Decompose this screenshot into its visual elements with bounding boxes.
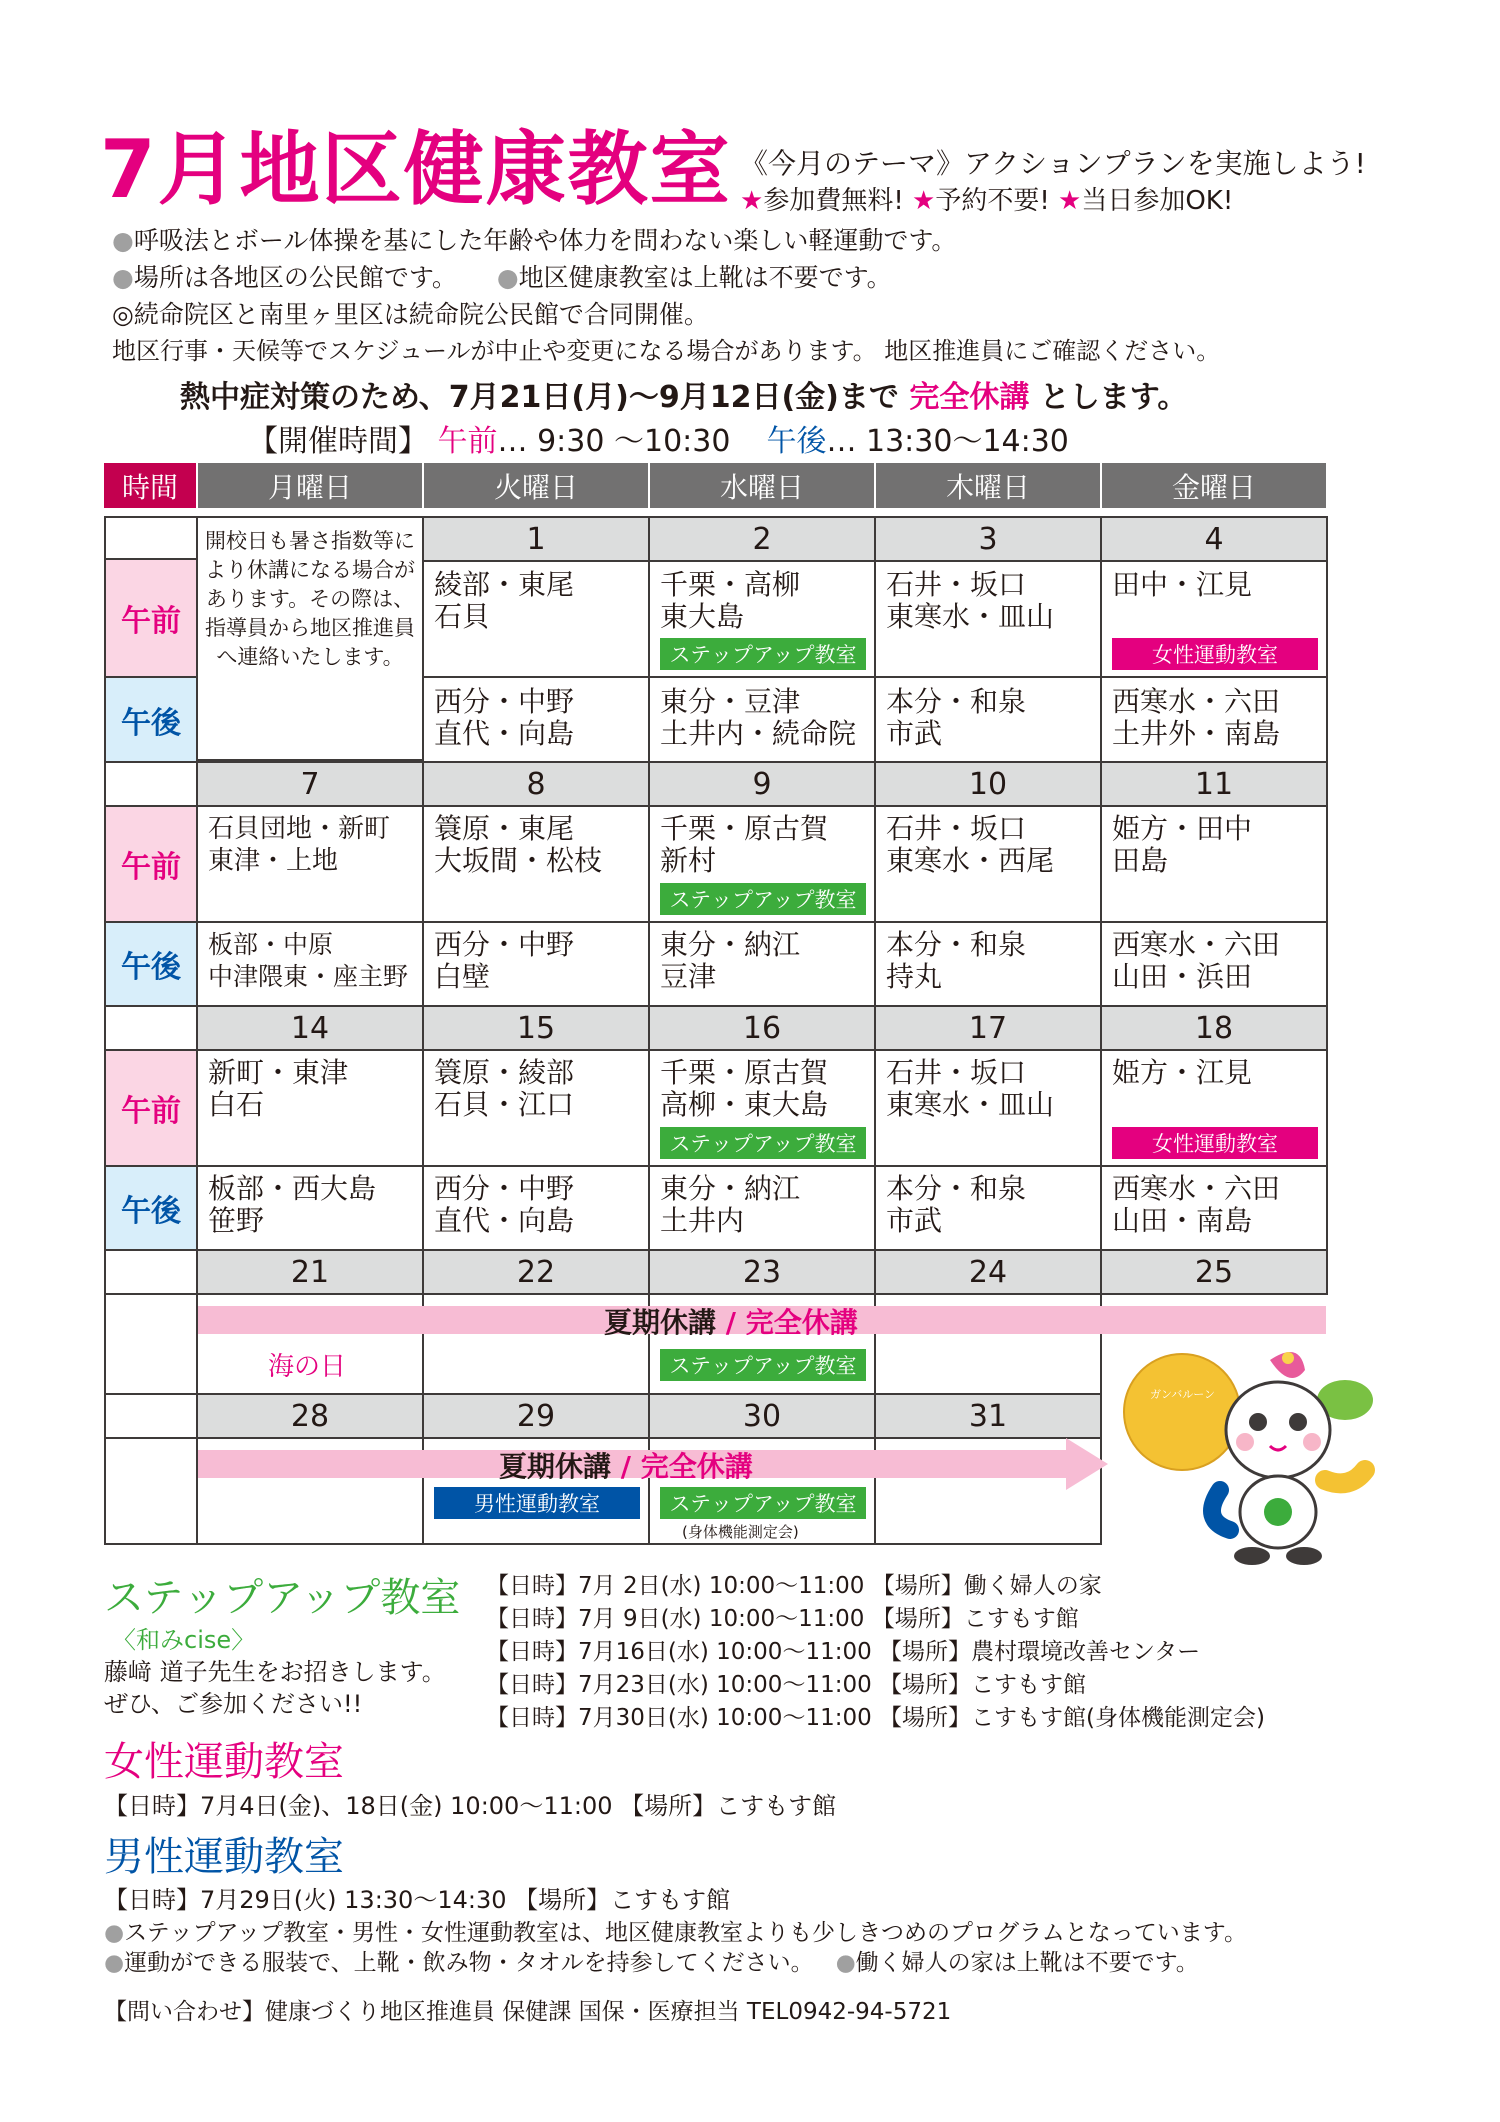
am-label: 午前 [104,805,198,923]
day-number: 9 [648,761,876,807]
tag-women-class: 女性運動教室 [1112,1127,1318,1159]
tag-stepup-class: ステップアップ教室 [660,1349,866,1381]
heat-notice-suffix: とします。 [1029,380,1188,415]
measure-note: (身体機能測定会) [682,1523,799,1541]
summer-break-label [604,1301,858,1341]
day-number: 11 [1100,761,1328,807]
footnote-2b: 働く婦人の家は上靴は不要です。 [855,1950,1199,1976]
stepup-schedule-row: 【日時】7月16日(水) 10:00〜11:00 【場所】農村環境改善センター [486,1639,1201,1665]
heat-notice-text: 熱中症対策のため、7月21日(月)〜9月12日(金)まで [180,380,910,415]
heat-notice-highlight: 完全休講 [909,380,1030,415]
star-icon: ★ [740,186,764,216]
slash: / [725,1306,736,1339]
bullet-icon: ● [104,1920,125,1946]
district-names: 西寒水・六田 山田・浜田 [1112,928,1281,993]
district-names: 姫方・田中 田島 [1112,812,1253,877]
blank-time-cell [104,1249,198,1295]
stepup-schedule-row: 【日時】7月30日(水) 10:00〜11:00 【場所】こすもす館(身体機能測定会) [486,1705,1265,1731]
day-number: 7 [196,761,424,807]
double-bullet-icon: ◎ [112,300,134,329]
summer-break-label [499,1445,753,1485]
am-label: 午前 [104,558,198,678]
header-wednesday: 水曜日 [650,463,874,508]
monday-note: 開校日も暑さ指数等により休講になる場合があります。その際は、指導員から地区推進員へ連絡いたします。 [205,529,415,669]
district-names: 本分・和泉 市武 [886,1172,1027,1237]
hours-am-time: … 9:30 〜10:30 [497,424,731,459]
note-line-4: 地区行事・天候等でスケジュールが中止や変更になる場合があります。 地区推進員にご確認ください。 [112,337,1221,365]
hours-pm-label: 午後 [766,424,827,459]
district-names: 東分・納江 土井内 [660,1172,801,1237]
arrow-head-icon [1066,1438,1108,1490]
note-line-2b: 地区健康教室は上靴は不要です。 [518,263,892,292]
features-line [740,180,1233,217]
header-monday: 月曜日 [198,463,422,508]
full-break-text: 完全休講 [745,1306,858,1339]
day-number: 8 [422,761,650,807]
day-number: 28 [196,1393,424,1439]
feature-no-reservation: 予約不要! [935,186,1050,216]
slash: / [620,1450,631,1483]
district-names: 姫方・江見 [1112,1056,1253,1089]
district-names: 綾部・東尾 石貝 [434,568,575,633]
star-icon: ★ [1058,186,1082,216]
district-names: 本分・和泉 市武 [886,685,1027,750]
day-number: 4 [1100,516,1328,562]
tag-stepup-class: ステップアップ教室 [660,883,866,915]
women-info: 【日時】7月4日(金)、18日(金) 10:00〜11:00 【場所】こすもす館 [104,1792,837,1820]
footnote-2a: 運動ができる服装で、上靴・飲み物・タオルを持参してください。 [124,1950,814,1976]
day-number: 17 [874,1005,1102,1051]
district-names: 石井・坂口 東寒水・西尾 [886,812,1055,877]
day-number: 18 [1100,1005,1328,1051]
notes-block [112,222,1220,370]
summer-break-text: 夏期休講 [604,1306,717,1339]
stepup-desc-2: ぜひ、ご参加ください!! [104,1690,363,1718]
note-line-2a: 場所は各地区の公民館です。 [133,263,457,292]
day-number: 25 [1100,1249,1328,1295]
women-title: 女性運動教室 [104,1739,344,1785]
stepup-schedule-row: 【日時】7月 9日(水) 10:00〜11:00 【場所】こすもす館 [486,1606,1079,1632]
blank-time-cell [104,1437,198,1545]
day-number: 23 [648,1249,876,1295]
stepup-desc-1: 藤﨑 道子先生をお招きします。 [104,1658,446,1686]
men-info: 【日時】7月29日(火) 13:30〜14:30 【場所】こすもす館 [104,1886,731,1914]
district-names: 石貝団地・新町 東津・上地 [208,814,391,876]
district-names: 千栗・原古賀 新村 [660,812,829,877]
page-title: 7月地区健康教室 [100,123,732,216]
district-names: 千栗・原古賀 高柳・東大島 [660,1056,829,1121]
monthly-theme: 《今月のテーマ》アクションプランを実施しよう! [740,147,1366,180]
day-number: 22 [422,1249,650,1295]
pm-label: 午後 [104,921,198,1007]
tag-women-class: 女性運動教室 [1112,638,1318,670]
note-line-3: 続命院区と南里ヶ里区は続命院公民館で合同開催。 [133,300,709,329]
pm-label: 午後 [104,676,198,763]
mascot-illustration [1120,1340,1380,1570]
district-names: 西分・中野 直代・向島 [434,1172,575,1237]
day-number: 31 [874,1393,1102,1439]
ball-icon [1124,1354,1240,1470]
district-names: 西分・中野 白壁 [434,928,575,993]
feature-same-day: 当日参加OK! [1081,186,1234,216]
day-number: 16 [648,1005,876,1051]
tag-men-class: 男性運動教室 [434,1487,640,1519]
district-names: 西分・中野 直代・向島 [434,685,575,750]
district-names: 板部・西大島 笹野 [208,1172,377,1237]
mascot-head [1226,1382,1330,1478]
full-break-text: 完全休講 [640,1450,753,1483]
blank-time-cell [104,1005,198,1051]
heat-notice [180,372,1187,416]
blank-time-cell [104,516,198,560]
hours-am-label: 午前 [437,424,498,459]
note-line-1: 呼吸法とボール体操を基にした年齢や体力を問わない楽しい軽運動です。 [133,226,957,255]
feature-free: 参加費無料! [763,186,904,216]
ball-text: ガンバルーン [1150,1388,1216,1401]
opening-hours [248,416,1069,460]
district-names: 西寒水・六田 山田・南島 [1112,1172,1281,1237]
day-number: 3 [874,516,1102,562]
stepup-schedule [486,1570,1265,1735]
district-names: 田中・江見 [1112,568,1253,601]
header-thursday: 木曜日 [876,463,1100,508]
time-column-header: 時間 [104,463,196,508]
tag-stepup-class: ステップアップ教室 [660,638,866,670]
district-names: 板部・中原 中津隈東・座主野 [208,930,409,991]
bullet-icon: ● [112,263,134,292]
footnote-1: ステップアップ教室・男性・女性運動教室は、地区健康教室よりも少しきつめのプログラムとなっています。 [124,1920,1247,1946]
day-number: 24 [874,1249,1102,1295]
district-names: 簑原・綾部 石貝・江口 [434,1056,575,1121]
bullet-icon: ● [835,1950,856,1976]
am-label: 午前 [104,1049,198,1167]
district-names: 東分・納江 豆津 [660,928,801,993]
district-names: 東分・豆津 土井内・続命院 [660,685,857,750]
stepup-title: ステップアップ教室 [104,1575,461,1621]
day-number: 15 [422,1005,650,1051]
blank-time-cell [104,1293,198,1395]
hours-pm-time: … 13:30〜14:30 [826,424,1069,459]
district-names: 西寒水・六田 土井外・南島 [1112,685,1281,750]
star-icon: ★ [912,186,936,216]
district-names: 石井・坂口 東寒水・皿山 [886,568,1055,633]
hours-label: 【開催時間】 [248,424,428,459]
holiday-label: 海の日 [268,1352,347,1382]
header-tuesday: 火曜日 [424,463,648,508]
stepup-subtitle: 〈和みcise〉 [112,1626,256,1654]
summer-break-text: 夏期休講 [499,1450,612,1483]
district-names: 石井・坂口 東寒水・皿山 [886,1056,1055,1121]
pm-label: 午後 [104,1165,198,1251]
blank-time-cell [104,1393,198,1439]
day-number: 14 [196,1005,424,1051]
blank-time-cell [104,761,198,807]
stepup-schedule-row: 【日時】7月 2日(水) 10:00〜11:00 【場所】働く婦人の家 [486,1573,1102,1599]
header-friday: 金曜日 [1102,463,1326,508]
contact-info: 【問い合わせ】健康づくり地区推進員 保健課 国保・医療担当 TEL0942-94-5721 [104,1999,952,2025]
district-names: 新町・東津 白石 [208,1056,349,1121]
day-number: 10 [874,761,1102,807]
bullet-icon: ● [112,226,134,255]
day-number: 29 [422,1393,650,1439]
tag-stepup-class: ステップアップ教室 [660,1127,866,1159]
day-number: 1 [422,516,650,562]
district-names: 本分・和泉 持丸 [886,928,1027,993]
day-number: 21 [196,1249,424,1295]
district-names: 簑原・東尾 大坂間・松枝 [434,812,603,877]
men-title: 男性運動教室 [104,1834,344,1880]
day-number: 2 [648,516,876,562]
bullet-icon: ● [104,1950,125,1976]
bullet-icon: ● [496,263,519,292]
tag-stepup-class: ステップアップ教室 [660,1487,866,1519]
footnotes [104,1918,1247,1978]
district-names: 千栗・高柳 東大島 [660,568,801,633]
stepup-schedule-row: 【日時】7月23日(水) 10:00〜11:00 【場所】こすもす館 [486,1672,1087,1698]
day-number: 30 [648,1393,876,1439]
